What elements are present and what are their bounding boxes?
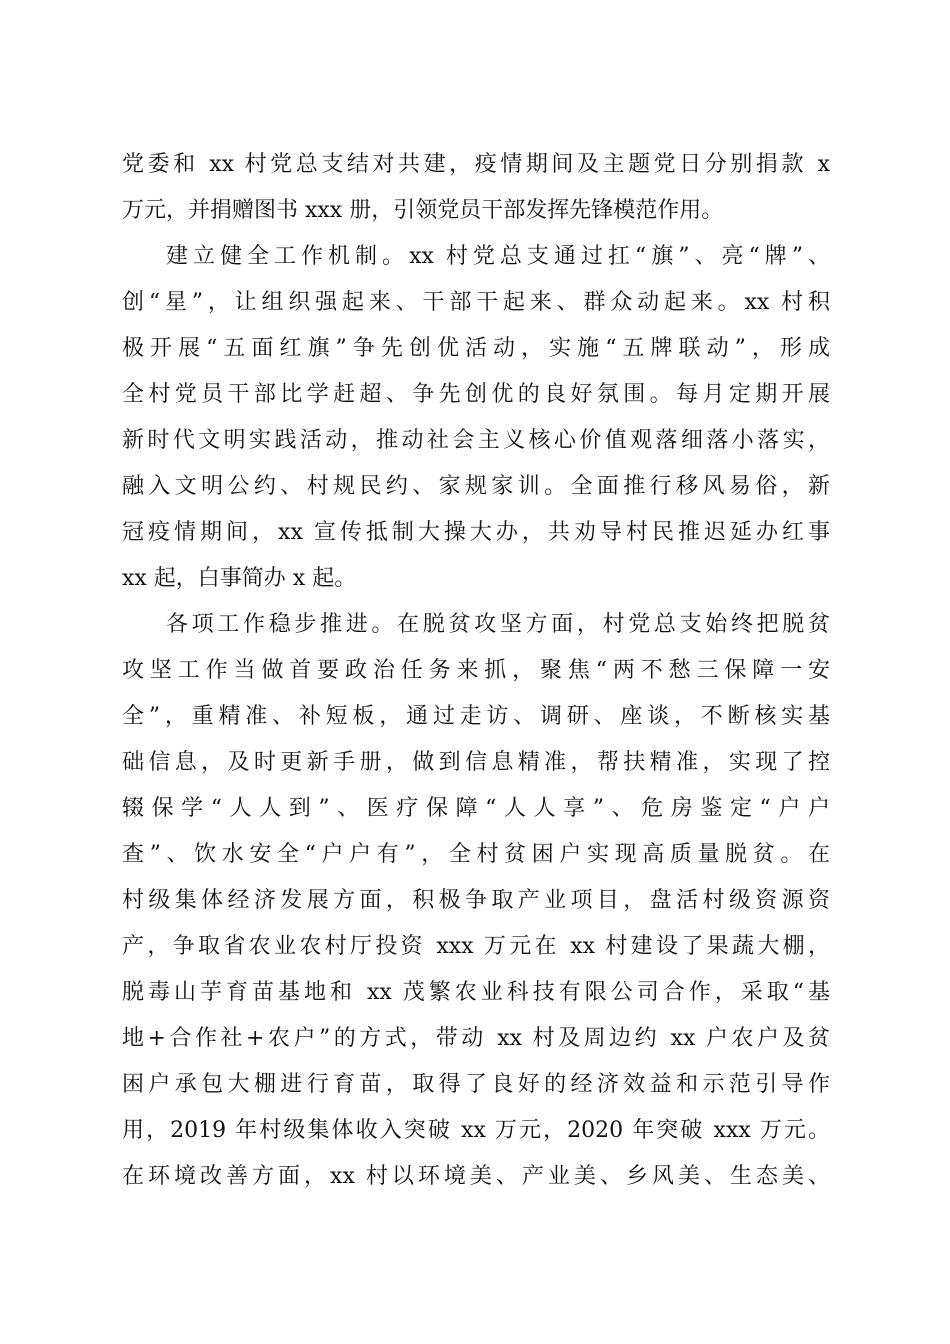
text-line: 困户承包大棚进行育苗，取得了良好的经济效益和示范引导作 <box>122 1072 830 1097</box>
text-line: 攻坚工作当做首要政治任务来抓，聚焦“两不愁三保障一安 <box>122 658 830 683</box>
text-line: 用，2019 年村级集体收入突破 xx 万元，2020 年突破 xxx 万元。 <box>122 1118 830 1143</box>
text-line: xx 起，白事简办 x 起。 <box>122 566 357 591</box>
text-line: 万元，并捐赠图书 xxx 册，引领党员干部发挥先锋模范作用。 <box>122 198 724 223</box>
text-line: 地+合作社+农户”的方式，带动 xx 村及周边约 xx 户农户及贫 <box>122 1026 830 1051</box>
text-line: 极开展“五面红旗”争先创优活动，实施“五牌联动”，形成 <box>122 336 830 361</box>
text-line: 融入文明公约、村规民约、家规家训。全面推行移风易俗，新 <box>122 474 830 499</box>
text-line: 础信息，及时更新手册，做到信息精准，帮扶精准，实现了控 <box>122 750 830 775</box>
paragraph-first-line: 建立健全工作机制。xx 村党总支通过扛“旗”、亮“牌”、 <box>166 244 830 269</box>
text-line: 村级集体经济发展方面，积极争取产业项目，盘活村级资源资 <box>122 888 830 913</box>
text-line: 辍保学“人人到”、医疗保障“人人享”、危房鉴定“户户 <box>122 796 830 821</box>
text-line: 全村党员干部比学赶超、争先创优的良好氛围。每月定期开展 <box>122 382 830 407</box>
text-line: 在环境改善方面，xx 村以环境美、产业美、乡风美、生态美、 <box>122 1164 830 1189</box>
text-line: 冠疫情期间，xx 宣传抵制大操大办，共劝导村民推迟延办红事 <box>122 520 830 545</box>
text-line: 创“星”，让组织强起来、干部干起来、群众动起来。xx 村积 <box>122 290 830 315</box>
text-line: 查”、饮水安全“户户有”，全村贫困户实现高质量脱贫。在 <box>122 842 830 867</box>
text-line: 脱毒山芋育苗基地和 xx 茂繁农业科技有限公司合作，采取“基 <box>122 980 830 1005</box>
paragraph-first-line: 各项工作稳步推进。在脱贫攻坚方面，村党总支始终把脱贫 <box>166 612 830 637</box>
text-line: 新时代文明实践活动，推动社会主义核心价值观落细落小落实， <box>122 428 830 453</box>
text-line: 全”，重精准、补短板，通过走访、调研、座谈，不断核实基 <box>122 704 830 729</box>
document-body <box>122 142 830 1200</box>
text-line: 产，争取省农业农村厅投资 xxx 万元在 xx 村建设了果蔬大棚， <box>122 934 830 959</box>
text-line: 党委和 xx 村党总支结对共建，疫情期间及主题党日分别捐款 x <box>122 152 830 177</box>
